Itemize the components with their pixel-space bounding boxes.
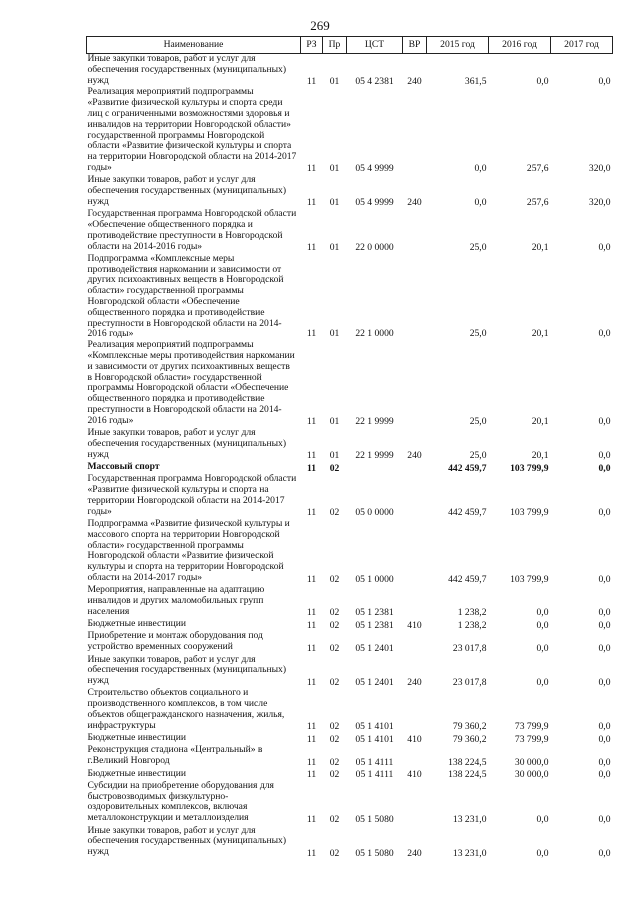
row-2015: 23 017,8	[452, 676, 487, 688]
row-rz: 11	[306, 163, 317, 175]
row-2017: 0,0	[598, 573, 611, 585]
row-2017: 0,0	[598, 507, 611, 519]
row-name: Реконструкция стадиона «Центральный» в г.Великий Новгород	[87, 744, 263, 767]
row-2016: 20,1	[531, 450, 549, 462]
row-name: Субсидии на приобретение оборудования для быстровозводимых физкультурно-оздоровительных комплексов, включая металлоконструкции и металлоизделия	[87, 779, 274, 824]
row-2016: 0,0	[536, 847, 549, 859]
row-2015: 25,0	[469, 242, 487, 254]
table-row	[87, 209, 613, 254]
row-cst: 05 1 5080	[355, 813, 394, 825]
row-pr: 02	[329, 573, 340, 585]
row-2016: 0,0	[536, 75, 549, 87]
row-pr: 01	[329, 328, 340, 340]
row-name: Приобретение и монтаж оборудования под устройство временных сооружений	[87, 630, 263, 653]
row-2015: 0,0	[474, 197, 487, 209]
page-number: 269	[310, 18, 330, 33]
row-2015: 25,0	[469, 450, 487, 462]
row-cst: 05 1 4101	[355, 721, 394, 733]
row-vr	[403, 87, 427, 175]
row-name: Иные закупки товаров, работ и услуг для обеспечения государственных (муниципальных) нужд	[87, 427, 287, 460]
row-rz: 11	[306, 676, 317, 688]
table-row	[87, 519, 613, 585]
row-rz: 11	[306, 847, 317, 859]
row-2015: 25,0	[469, 328, 487, 340]
row-2016: 30 000,0	[514, 769, 549, 781]
row-2017: 0,0	[598, 769, 611, 781]
row-pr: 02	[329, 619, 340, 631]
table-row	[87, 826, 613, 860]
row-rz: 11	[306, 75, 317, 87]
row-2015: 1 238,2	[457, 607, 487, 619]
row-name: Строительство объектов социального и производственного комплексов, в том числе объектов общегражданского назначения, жилья, инфраструктуры	[87, 687, 285, 731]
row-2017: 0,0	[598, 847, 611, 859]
row-rz: 11	[306, 607, 317, 619]
row-vr	[403, 474, 427, 519]
row-pr: 02	[329, 507, 340, 519]
row-vr	[403, 781, 427, 826]
row-cst: 05 4 9999	[355, 197, 394, 209]
table-row	[87, 655, 613, 689]
row-pr: 02	[329, 756, 340, 768]
row-cst: 05 4 2381	[355, 75, 394, 87]
row-pr: 02	[329, 721, 340, 733]
row-rz: 11	[306, 462, 317, 474]
row-cst: 05 1 2381	[355, 619, 394, 631]
row-pr: 01	[329, 242, 340, 254]
row-2016: 103 799,9	[510, 462, 549, 474]
row-rz: 11	[306, 642, 317, 654]
row-2015: 361,5	[464, 75, 487, 87]
row-rz: 11	[306, 769, 317, 781]
row-2017: 0,0	[598, 721, 611, 733]
row-2017: 0,0	[598, 676, 611, 688]
row-cst: 05 0 0000	[355, 507, 394, 519]
row-2016: 0,0	[536, 676, 549, 688]
row-vr	[403, 462, 427, 474]
row-2016: 73 799,9	[514, 733, 549, 745]
row-name: Государственная программа Новгородской области «Развитие физической культуры и спорта на территории Новгородской области на 2014-2017 годы»	[87, 473, 297, 517]
row-name: Подпрограмма «Развитие физической культуры и массового спорта на территории Новгородской области» государственной программы Новгородской области «Развитие физической культуры и спорта на территории Новгородской области на 2014-2017 годы»	[87, 518, 290, 583]
row-pr: 01	[329, 450, 340, 462]
table-row	[87, 585, 613, 619]
row-2015: 25,0	[469, 416, 487, 428]
header-cst: ЦСТ	[347, 37, 403, 54]
row-name: Бюджетные инвестиции	[87, 767, 186, 779]
table-row	[87, 428, 613, 462]
row-rz: 11	[306, 416, 317, 428]
row-2015: 23 017,8	[452, 642, 487, 654]
table-row	[87, 688, 613, 733]
row-pr: 02	[329, 813, 340, 825]
row-vr	[403, 209, 427, 254]
row-vr: 240	[407, 450, 422, 462]
row-rz: 11	[306, 733, 317, 745]
row-2017: 320,0	[588, 197, 611, 209]
budget-table	[86, 36, 613, 859]
row-vr: 240	[407, 197, 422, 209]
row-vr: 410	[407, 619, 422, 631]
row-cst: 05 1 2401	[355, 676, 394, 688]
table-row	[87, 254, 613, 340]
row-2016: 20,1	[531, 328, 549, 340]
row-name: Подпрограмма «Комплексные меры противодействия наркомании и зависимости от других психоактивных веществ в Новгородской области» государственной программы Новгородской области «Обеспечение общественного порядка и противодействие преступности в Новгородской области на 2014-2016 годы»	[87, 252, 284, 340]
row-name: Иные закупки товаров, работ и услуг для обеспечения государственных (муниципальных) нужд	[87, 653, 287, 687]
table-header-row	[87, 37, 613, 54]
row-vr: 240	[407, 847, 422, 859]
row-2016: 0,0	[536, 642, 549, 654]
table-row	[87, 631, 613, 654]
header-pr: Пр	[323, 37, 347, 54]
row-2016: 103 799,9	[510, 573, 549, 585]
header-name: Наименование	[87, 37, 301, 54]
table-row	[87, 175, 613, 209]
row-vr	[403, 745, 427, 768]
row-2017: 320,0	[588, 163, 611, 175]
row-cst: 22 0 0000	[355, 242, 394, 254]
header-vr: ВР	[403, 37, 427, 54]
row-cst: 05 1 4111	[355, 756, 394, 768]
row-cst: 05 1 0000	[355, 573, 394, 585]
row-cst: 22 1 0000	[355, 328, 394, 340]
row-pr: 02	[329, 676, 340, 688]
row-2015: 79 360,2	[452, 733, 487, 745]
row-vr: 410	[407, 733, 422, 745]
row-2015: 138 224,5	[448, 756, 487, 768]
row-name: Иные закупки товаров, работ и услуг для обеспечения государственных (муниципальных) нужд	[87, 53, 287, 86]
row-vr	[403, 340, 427, 428]
row-2017: 0,0	[598, 813, 611, 825]
row-name: Иные закупки товаров, работ и услуг для обеспечения государственных (муниципальных) нужд	[87, 174, 287, 207]
row-vr	[403, 688, 427, 733]
row-2016: 257,6	[526, 163, 549, 175]
row-pr: 01	[329, 163, 340, 175]
row-2017: 0,0	[598, 328, 611, 340]
row-2016: 30 000,0	[514, 756, 549, 768]
row-name: Бюджетные инвестиции	[87, 618, 186, 630]
row-2015: 0,0	[474, 163, 487, 175]
row-2015: 442 459,7	[448, 573, 487, 585]
row-vr	[403, 631, 427, 654]
row-2016: 20,1	[531, 242, 549, 254]
row-cst: 05 1 2401	[355, 642, 394, 654]
row-name: Государственная программа Новгородской области «Обеспечение общественного порядка и противодействие преступности в Новгородской области на 2014-2016 годы»	[87, 208, 297, 252]
row-rz: 11	[306, 450, 317, 462]
row-cst: 05 1 5080	[355, 847, 394, 859]
row-name: Реализация мероприятий подпрограммы «Комплексные меры противодействия наркомании и зависимости от других психоактивных веществ в Новгородской области» государственной программы Новгородской области «Обеспечение общественного порядка и противодействие преступности в Новгородской области на 2014-2016 годы»	[87, 339, 295, 426]
header-2016: 2016 год	[489, 37, 551, 54]
header-2017: 2017 год	[551, 37, 613, 54]
row-vr	[403, 519, 427, 585]
row-pr: 02	[329, 769, 340, 781]
row-rz: 11	[306, 619, 317, 631]
row-name: Реализация мероприятий подпрограммы «Развитие физической культуры и спорта среди лиц с ограниченными возможностями здоровья и инвалидов на территории Новгородской области» государственной программы Новгородской области «Развитие физической культуры и спорта на территории Новгородской области на 2014-2017 годы»	[87, 86, 297, 173]
row-2016: 0,0	[536, 813, 549, 825]
row-2016: 103 799,9	[510, 507, 549, 519]
row-2017: 0,0	[598, 733, 611, 745]
row-rz: 11	[306, 813, 317, 825]
row-2017: 0,0	[598, 607, 611, 619]
row-cst: 05 1 4101	[355, 733, 394, 745]
row-2016: 20,1	[531, 416, 549, 428]
row-2016: 257,6	[526, 197, 549, 209]
row-2016: 0,0	[536, 607, 549, 619]
row-vr	[403, 585, 427, 619]
table-row	[87, 474, 613, 519]
table-row	[87, 745, 613, 768]
header-rz: РЗ	[301, 37, 323, 54]
row-name: Мероприятия, направленные на адаптацию инвалидов и других маломобильных групп населения	[87, 584, 265, 617]
row-2017: 0,0	[598, 450, 611, 462]
row-cst	[347, 462, 403, 474]
row-2016: 73 799,9	[514, 721, 549, 733]
table-row	[87, 769, 613, 781]
row-cst: 05 4 9999	[355, 163, 394, 175]
row-cst: 22 1 9999	[355, 450, 394, 462]
row-pr: 02	[329, 642, 340, 654]
row-vr	[403, 254, 427, 340]
row-rz: 11	[306, 573, 317, 585]
row-pr: 02	[329, 733, 340, 745]
row-name: Массовый спорт	[87, 461, 160, 473]
table-row	[87, 54, 613, 88]
row-vr: 240	[407, 75, 422, 87]
row-2017: 0,0	[598, 75, 611, 87]
row-cst: 05 1 4111	[355, 769, 394, 781]
row-2017: 0,0	[598, 756, 611, 768]
row-2015: 79 360,2	[452, 721, 487, 733]
row-2016: 0,0	[536, 619, 549, 631]
row-2015: 13 231,0	[452, 847, 487, 859]
row-rz: 11	[306, 756, 317, 768]
row-rz: 11	[306, 242, 317, 254]
row-2015: 13 231,0	[452, 813, 487, 825]
table-row	[87, 340, 613, 428]
table-row	[87, 87, 613, 175]
header-2015: 2015 год	[427, 37, 489, 54]
row-cst: 22 1 9999	[355, 416, 394, 428]
row-vr: 240	[407, 676, 422, 688]
row-vr: 410	[407, 769, 422, 781]
row-name: Бюджетные инвестиции	[87, 732, 186, 744]
row-2017: 0,0	[598, 242, 611, 254]
row-pr: 01	[329, 197, 340, 209]
row-pr: 02	[329, 462, 340, 474]
row-2015: 442 459,7	[448, 507, 487, 519]
row-pr: 01	[329, 75, 340, 87]
row-pr: 01	[329, 416, 340, 428]
row-rz: 11	[306, 328, 317, 340]
row-rz: 11	[306, 507, 317, 519]
row-2017: 0,0	[598, 619, 611, 631]
row-rz: 11	[306, 197, 317, 209]
row-cst: 05 1 2381	[355, 607, 394, 619]
row-2017: 0,0	[598, 462, 611, 474]
row-2015: 442 459,7	[448, 462, 487, 474]
row-2017: 0,0	[598, 416, 611, 428]
row-2015: 1 238,2	[457, 619, 487, 631]
row-2015: 138 224,5	[448, 769, 487, 781]
row-rz: 11	[306, 721, 317, 733]
row-2017: 0,0	[598, 642, 611, 654]
row-pr: 02	[329, 847, 340, 859]
row-name: Иные закупки товаров, работ и услуг для обеспечения государственных (муниципальных) нужд	[87, 824, 287, 858]
row-pr: 02	[329, 607, 340, 619]
table-row	[87, 781, 613, 826]
